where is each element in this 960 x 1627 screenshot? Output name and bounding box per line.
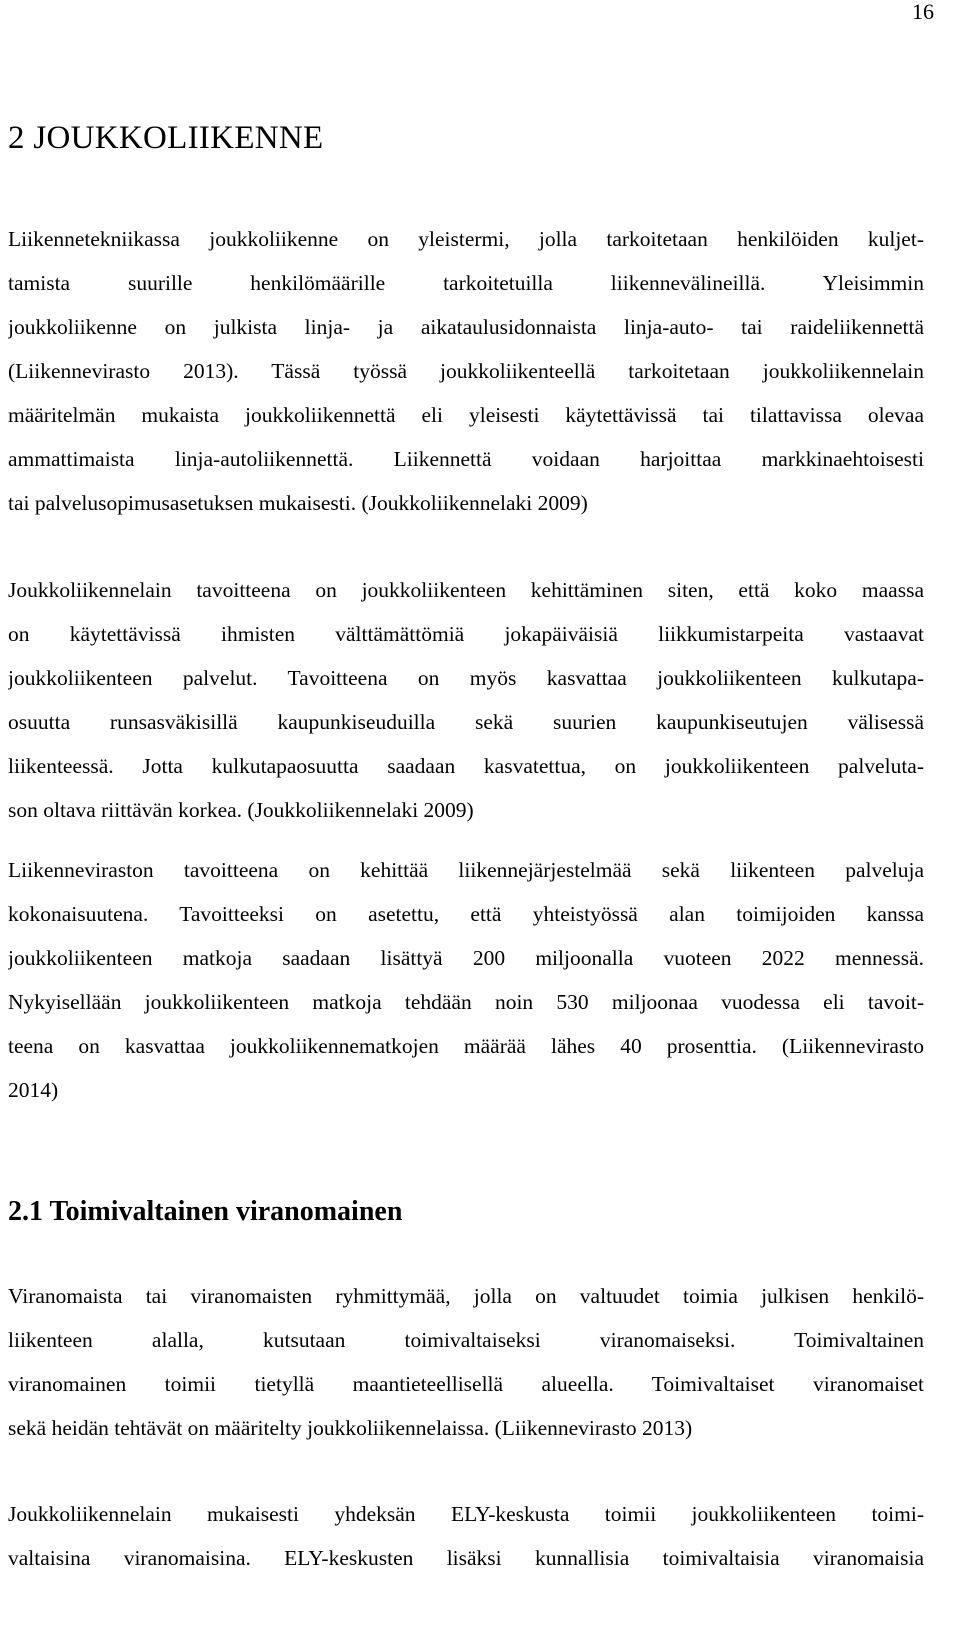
paragraph-ely-keskukset xyxy=(8,1492,924,1580)
text-line: teena on kasvattaa joukkoliikennematkojen määrää lähes 40 prosenttia. (Liikennevirasto xyxy=(8,1034,924,1058)
paragraph-joukkoliikennelaki-goals xyxy=(8,568,924,832)
text-line: son oltava riittävän korkea. (Joukkoliikennelaki 2009) xyxy=(8,798,474,822)
text-line: osuutta runsasväkisillä kaupunkiseuduilla sekä suurien kaupunkiseutujen välisessä xyxy=(8,710,924,734)
text-line: määritelmän mukaista joukkoliikennettä eli yleisesti käytettävissä tai tilattavissa olevaa xyxy=(8,403,924,427)
text-line: 2014) xyxy=(8,1078,59,1102)
text-line: liikenteen alalla, kutsutaan toimivaltaiseksi viranomaiseksi. Toimivaltainen xyxy=(8,1328,924,1352)
text-line: Joukkoliikennelain mukaisesti yhdeksän ELY-keskusta toimii joukkoliikenteen toimi- xyxy=(8,1502,924,1526)
section-heading: 2.1 Toimivaltainen viranomainen xyxy=(8,1196,403,1227)
paragraph-joukkoliikenne-definition xyxy=(8,217,924,525)
text-line: viranomainen toimii tietyllä maantieteellisellä alueella. Toimivaltaiset viranomaiset xyxy=(8,1372,924,1396)
text-line: Viranomaista tai viranomaisten ryhmittymää, jolla on valtuudet toimia julkisen henkilö- xyxy=(8,1284,924,1308)
text-line: kokonaisuutena. Tavoitteeksi on asetettu, että yhteistyössä alan toimijoiden kanssa xyxy=(8,902,924,926)
text-line: sekä heidän tehtävät on määritelty joukkoliikennelaissa. (Liikennevirasto 2013) xyxy=(8,1416,693,1440)
text-line: Liikennetekniikassa joukkoliikenne on yleistermi, jolla tarkoitetaan henkilöiden kuljet- xyxy=(8,227,924,251)
page-number: 16 xyxy=(912,0,934,24)
text-line: on käytettävissä ihmisten välttämättömiä jokapäiväisiä liikkumistarpeita vastaavat xyxy=(8,622,924,646)
text-line: tamista suurille henkilömäärille tarkoitetuilla liikennevälineillä. Yleisimmin xyxy=(8,271,924,295)
text-line: joukkoliikenteen matkoja saadaan lisättyä 200 miljoonalla vuoteen 2022 mennessä. xyxy=(8,946,924,970)
text-line: (Liikennevirasto 2013). Tässä työssä joukkoliikenteellä tarkoitetaan joukkoliikennelain xyxy=(8,359,924,383)
text-line: joukkoliikenne on julkista linja- ja aikataulusidonnaista linja-auto- tai raideliikennettä xyxy=(8,315,924,339)
text-line: valtaisina viranomaisina. ELY-keskusten lisäksi kunnallisia toimivaltaisia viranomaisia xyxy=(8,1546,924,1570)
paragraph-liikennevirasto-goals xyxy=(8,848,924,1112)
text-line: Liikenneviraston tavoitteena on kehittää liikennejärjestelmää sekä liikenteen palveluja xyxy=(8,858,924,882)
text-line: ammattimaista linja-autoliikennettä. Liikennettä voidaan harjoittaa markkinaehtoisesti xyxy=(8,447,924,471)
chapter-heading: 2 JOUKKOLIIKENNE xyxy=(8,120,324,156)
text-line: Nykyisellään joukkoliikenteen matkoja tehdään noin 530 miljoonaa vuodessa eli tavoit- xyxy=(8,990,924,1014)
text-line: joukkoliikenteen palvelut. Tavoitteena on myös kasvattaa joukkoliikenteen kulkutapa- xyxy=(8,666,924,690)
paragraph-toimivaltainen-viranomainen xyxy=(8,1274,924,1450)
text-line: Joukkoliikennelain tavoitteena on joukkoliikenteen kehittäminen siten, että koko maassa xyxy=(8,578,924,602)
text-line: liikenteessä. Jotta kulkutapaosuutta saadaan kasvatettua, on joukkoliikenteen palveluta- xyxy=(8,754,924,778)
text-line: tai palvelusopimusasetuksen mukaisesti. (Joukkoliikennelaki 2009) xyxy=(8,491,588,515)
